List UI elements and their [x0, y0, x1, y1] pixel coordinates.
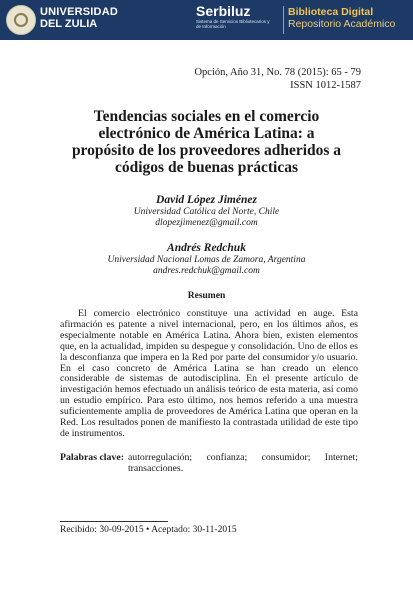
- digital-library-label: [288, 6, 395, 30]
- keywords-label: Palabras clave:: [60, 452, 124, 463]
- keywords-block: [60, 452, 358, 474]
- university-name: [40, 6, 118, 30]
- author-email: andres.redchuk@gmail.com: [153, 266, 260, 276]
- author-block: [60, 194, 353, 229]
- serbiluz-subtitle: Sistema de Servicios Bibliotecarios y de Información: [196, 19, 270, 29]
- article-title-line: electrónico de América Latina: a: [98, 125, 315, 142]
- journal-issn: ISSN 1012-1587: [290, 80, 361, 91]
- author-name: Andrés Redchuk: [167, 242, 246, 254]
- author-affiliation: Universidad Nacional Lomas de Zamora, Argentina: [107, 255, 306, 265]
- article-title-line: propósito de los proveedores adheridos a: [71, 142, 342, 159]
- article-title-line: Tendencias sociales en el comercio: [93, 108, 320, 125]
- footnote-rule: [60, 521, 168, 522]
- article-title: [60, 108, 353, 176]
- article-title-line: códigos de buenas prácticas: [115, 159, 298, 176]
- digital-library-line2: Repositorio Académico: [288, 18, 396, 30]
- author-block: [60, 242, 353, 277]
- abstract-heading: Resumen: [187, 291, 226, 301]
- journal-citation: Opción, Año 31, No. 78 (2015): 65 - 79: [194, 67, 361, 78]
- university-name-line2: DEL ZULIA: [40, 18, 98, 30]
- keywords-text: autorregulación; confianza; consumidor; Internet; transacciones.: [127, 452, 358, 474]
- journal-citation-block: [194, 66, 361, 92]
- author-email: dlopezjimenez@gmail.com: [155, 218, 258, 228]
- header-banner: [0, 0, 413, 40]
- university-seal-logo: [6, 5, 36, 35]
- received-accepted-dates: Recibido: 30-09-2015 • Aceptado: 30-11-2015: [60, 525, 237, 535]
- author-affiliation: Universidad Católica del Norte, Chile: [133, 207, 280, 217]
- serbiluz-logo-block: [196, 3, 272, 29]
- university-name-line1: UNIVERSIDAD: [40, 6, 118, 18]
- digital-library-line1: Biblioteca Digital: [288, 6, 374, 18]
- abstract-text: El comercio electrónico constituye una actividad en auge. Esta afirmación es patente a nivel internacional, pero, en los últimos años, es especialmente notable en América Latina. Ahora bien, existen elementos que, en la actualidad, impiden su despegue y consolidación. Uno de ellos es la desconfianza que impera en la Red por parte del consumidor y/o usuario. En el caso concreto de América Latina se han creado un elenco considerable de sistemas de autodisciplina. En el presente artículo de investigación hemos efectuado un análisis teórico de esta materia, así como un estudio empírico. Para esto último, nos hemos referido a una muestra suficientemente amplia de proveedores de América Latina que operan en la Red. Los resultados ponen de manifiesto la contrastada utilidad de este tipo de instrumentos.: [60, 308, 358, 439]
- keywords-label-text: Palabras clave: [60, 452, 121, 463]
- serbiluz-logo: Serbiluz: [196, 3, 251, 19]
- author-name: David López Jiménez: [156, 194, 257, 206]
- header-divider: [283, 6, 284, 34]
